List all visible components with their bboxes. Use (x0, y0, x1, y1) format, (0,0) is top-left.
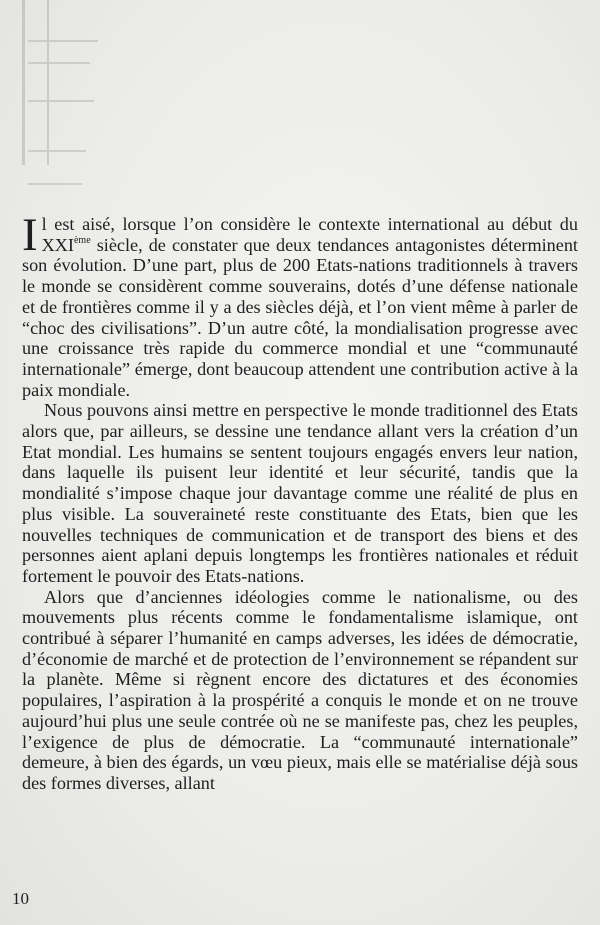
body-text (22, 209, 578, 794)
page-number: 10 (12, 889, 29, 908)
paragraph-3: Alors que d’anciennes idéologies comme le nationalisme, ou des mouvements plus récents comme le fondamentalisme islamique, ont contribué à séparer l’humanité en camps adverses, les idées de démocratie, d’économie de marché et de protection de l’environnement se répandent sur la planète. Même si règnent encore des dictatures et des économies populaires, l’aspiration à la prospérité a conquis le monde et on ne trouve aujourd’hui plus une seule contrée où ne se manifeste pas, chez les peuples, l’exigence de plus de démocratie. La “communauté internationale” demeure, à bien des égards, un vœu pieux, mais elle se matérialise déjà sous des formes diverses, allant (22, 586, 578, 793)
drop-cap: I (22, 209, 38, 261)
show-through-text (18, 0, 118, 200)
paragraph-1-line-1: l est aisé, lorsque l’on considère le contexte international au début du (41, 214, 578, 234)
paragraph-2: Nous pouvons ainsi mettre en perspective le monde traditionnel des Etats alors que, par ailleurs, se dessine une tendance allant vers la création d’un Etat mondial. Les humains se sentent toujours engagés envers leur nation, dans laquelle ils puisent leur identité et leur sécurité, tandis que la mondialité s’impose chaque jour davantage comme une réalité de plus en plus visible. La souveraineté reste constituante des Etats, bien que les nouvelles techniques de communication et de transport des biens et des personnes aient aplani depuis longtemps les frontières nationales et réduit fortement le pouvoir des Etats-nations. (22, 400, 578, 586)
paragraph-1-rest: siècle, de constater que deux tendances antagonistes déterminent son évolution. D’une part, plus de 200 Etats-nations traditionnels à travers le monde se considèrent comme souverains, dotés d’une défense nationale et de frontières comme il y a des siècles déjà, et l’on vient même à parler de “choc des civilisations”. D’un autre côté, la mondialisation progresse avec une croissance très rapide du commerce mondial et une “communauté internationale” émerge, dont beaucoup attendent une contribution active à la paix mondiale. (22, 234, 578, 400)
century-superscript: ème (73, 234, 91, 246)
century-numeral: XXI (41, 234, 74, 255)
paragraph-1 (22, 209, 578, 400)
